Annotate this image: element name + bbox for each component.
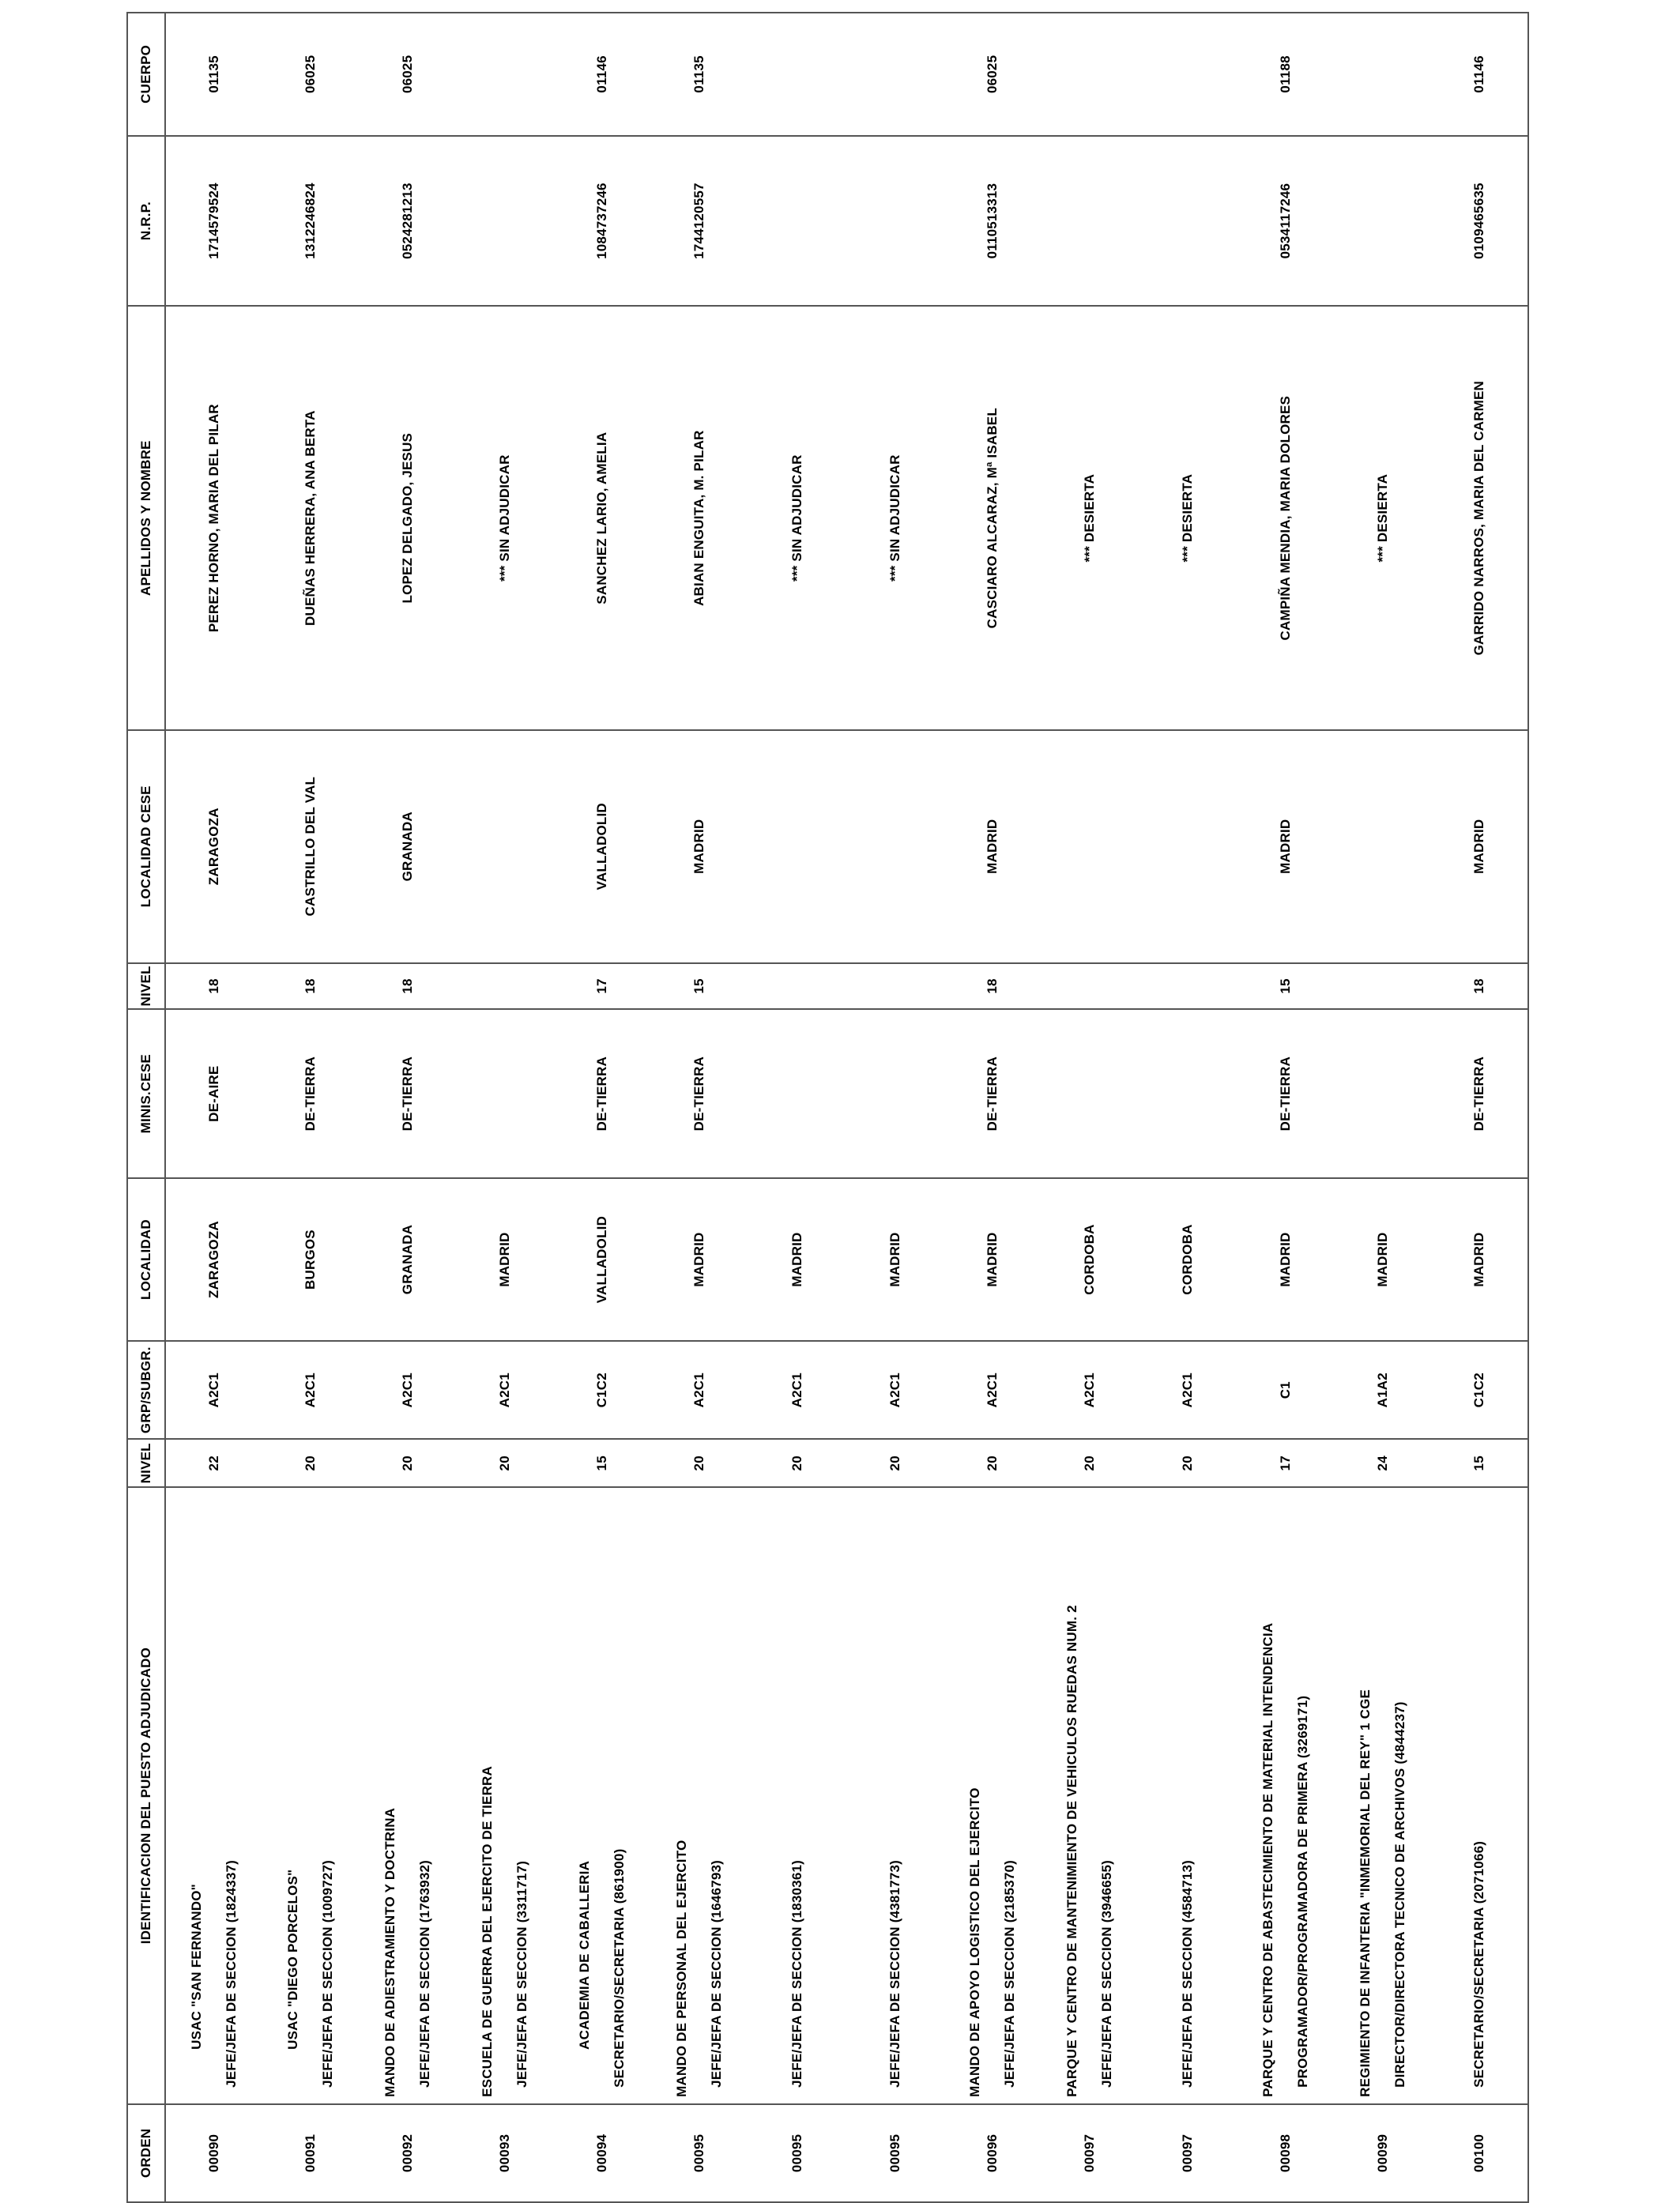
nivel-cell: 20 xyxy=(651,1439,748,1487)
col-localidad: LOCALIDAD xyxy=(127,1178,165,1341)
nivel-cese-cell xyxy=(457,963,554,1010)
puesto-text: JEFE/JEFA DE SECCION (2185370) xyxy=(1002,1860,1018,2088)
table-row xyxy=(165,13,262,2202)
cuerpo-cell xyxy=(846,13,944,136)
minis-cese-cell: DE-TIERRA xyxy=(651,1009,748,1178)
col-minis-cese: MINIS.CESE xyxy=(127,1009,165,1178)
apellidos-nombre-cell: *** DESIERTA xyxy=(1334,306,1431,730)
cuerpo-cell: 06025 xyxy=(262,13,360,136)
nivel-cell: 20 xyxy=(748,1439,846,1487)
orden-cell: 00097 xyxy=(1042,2104,1139,2202)
grp-cell: C1 xyxy=(1237,1341,1334,1439)
nrp-cell xyxy=(1139,136,1237,307)
identificacion-cell xyxy=(651,1487,748,2104)
localidad-cese-cell: CASTRILLO DEL VAL xyxy=(262,730,360,963)
nivel-cell: 20 xyxy=(457,1439,554,1487)
localidad-cell: VALLADOLID xyxy=(554,1178,651,1341)
col-grp: GRP/SUBGR. xyxy=(127,1341,165,1439)
localidad-cese-cell: MADRID xyxy=(1237,730,1334,963)
puesto-text: JEFE/JEFA DE SECCION (1009727) xyxy=(320,1860,336,2088)
cuerpo-cell: 01135 xyxy=(165,13,262,136)
nrp-cell: 0534117246 xyxy=(1237,136,1334,307)
minis-cese-cell: DE-TIERRA xyxy=(1431,1009,1528,1178)
grp-cell: A1A2 xyxy=(1334,1341,1431,1439)
apellidos-nombre-cell: GARRIDO NARROS, MARIA DEL CARMEN xyxy=(1431,306,1528,730)
localidad-cese-cell: MADRID xyxy=(651,730,748,963)
nivel-cell: 20 xyxy=(846,1439,944,1487)
nivel-cell: 20 xyxy=(1139,1439,1237,1487)
orden-cell: 00098 xyxy=(1237,2104,1334,2202)
localidad-cell: BURGOS xyxy=(262,1178,360,1341)
rotated-page xyxy=(126,12,1529,2203)
localidad-cese-cell: VALLADOLID xyxy=(554,730,651,963)
col-nrp: N.R.P. xyxy=(127,136,165,307)
orden-cell: 00095 xyxy=(748,2104,846,2202)
puesto-text: JEFE/JEFA DE SECCION (4584713) xyxy=(1180,1860,1195,2088)
nrp-cell xyxy=(457,136,554,307)
apellidos-nombre-cell: *** DESIERTA xyxy=(1139,306,1237,730)
table-row xyxy=(1334,13,1431,2202)
orden-cell: 00094 xyxy=(554,2104,651,2202)
orden-cell: 00099 xyxy=(1334,2104,1431,2202)
identificacion-cell xyxy=(554,1487,651,2104)
cuerpo-cell xyxy=(1139,13,1237,136)
puesto-text: JEFE/JEFA DE SECCION (3311717) xyxy=(514,1860,530,2088)
grp-cell: C1C2 xyxy=(1431,1341,1528,1439)
localidad-cese-cell: ZARAGOZA xyxy=(165,730,262,963)
minis-cese-cell xyxy=(1139,1009,1237,1178)
localidad-cese-cell xyxy=(457,730,554,963)
minis-cese-cell xyxy=(457,1009,554,1178)
apellidos-nombre-cell: CASCIARO ALCARAZ, Mª ISABEL xyxy=(944,306,1042,730)
nivel-cell: 20 xyxy=(262,1439,360,1487)
grp-cell: A2C1 xyxy=(748,1341,846,1439)
unidad-text: MANDO DE PERSONAL DEL EJERCITO xyxy=(674,1840,690,2097)
localidad-cell: MADRID xyxy=(1237,1178,1334,1341)
grp-cell: A2C1 xyxy=(165,1341,262,1439)
identificacion-cell xyxy=(1042,1487,1139,2104)
grp-cell: A2C1 xyxy=(651,1341,748,1439)
localidad-cell: MADRID xyxy=(748,1178,846,1341)
apellidos-nombre-cell: PEREZ HORNO, MARIA DEL PILAR xyxy=(165,306,262,730)
orden-cell: 00097 xyxy=(1139,2104,1237,2202)
adjudicaciones-table xyxy=(126,12,1529,2203)
puesto-text: JEFE/JEFA DE SECCION (1830361) xyxy=(789,1860,804,2088)
grp-cell: A2C1 xyxy=(944,1341,1042,1439)
nivel-cese-cell xyxy=(1139,963,1237,1010)
cuerpo-cell: 01135 xyxy=(651,13,748,136)
unidad-text: ACADEMIA DE CABALLERIA xyxy=(577,1860,593,2050)
localidad-cese-cell xyxy=(1042,730,1139,963)
table-row xyxy=(651,13,748,2202)
apellidos-nombre-cell: ABIAN ENGUITA, M. PILAR xyxy=(651,306,748,730)
nrp-cell: 0524281213 xyxy=(360,136,457,307)
unidad-text: PARQUE Y CENTRO DE ABASTECIMIENTO DE MATERIAL INTENDENCIA xyxy=(1260,1622,1275,2097)
cuerpo-cell: 06025 xyxy=(944,13,1042,136)
table-row xyxy=(457,13,554,2202)
minis-cese-cell: DE-TIERRA xyxy=(944,1009,1042,1178)
unidad-text: MANDO DE APOYO LOGISTICO DEL EJERCITO xyxy=(967,1787,983,2097)
minis-cese-cell: DE-AIRE xyxy=(165,1009,262,1178)
localidad-cese-cell xyxy=(1334,730,1431,963)
grp-cell: A2C1 xyxy=(457,1341,554,1439)
nivel-cell: 20 xyxy=(1042,1439,1139,1487)
cuerpo-cell xyxy=(1334,13,1431,136)
apellidos-nombre-cell: *** SIN ADJUDICAR xyxy=(457,306,554,730)
nrp-cell: 1744120557 xyxy=(651,136,748,307)
localidad-cell: ZARAGOZA xyxy=(165,1178,262,1341)
identificacion-cell xyxy=(748,1487,846,2104)
minis-cese-cell xyxy=(1334,1009,1431,1178)
puesto-text: SECRETARIO/SECRETARIA (861900) xyxy=(612,1848,627,2088)
orden-cell: 00096 xyxy=(944,2104,1042,2202)
unidad-text: USAC "SAN FERNANDO" xyxy=(188,1884,204,2050)
nivel-cese-cell xyxy=(1042,963,1139,1010)
nivel-cese-cell: 18 xyxy=(165,963,262,1010)
puesto-text: JEFE/JEFA DE SECCION (1763932) xyxy=(417,1860,433,2088)
identificacion-cell xyxy=(1431,1487,1528,2104)
table-row xyxy=(1042,13,1139,2202)
apellidos-nombre-cell: LOPEZ DELGADO, JESUS xyxy=(360,306,457,730)
orden-cell: 00095 xyxy=(651,2104,748,2202)
localidad-cese-cell: MADRID xyxy=(944,730,1042,963)
localidad-cell: MADRID xyxy=(457,1178,554,1341)
table-row xyxy=(1139,13,1237,2202)
apellidos-nombre-cell: DUEÑAS HERRERA, ANA BERTA xyxy=(262,306,360,730)
unidad-text: USAC "DIEGO PORCELOS" xyxy=(285,1869,301,2050)
localidad-cese-cell xyxy=(748,730,846,963)
cuerpo-cell xyxy=(457,13,554,136)
nivel-cell: 15 xyxy=(554,1439,651,1487)
nrp-cell: 1312246824 xyxy=(262,136,360,307)
col-nivel: NIVEL xyxy=(127,1439,165,1487)
minis-cese-cell xyxy=(748,1009,846,1178)
localidad-cell: GRANADA xyxy=(360,1178,457,1341)
identificacion-cell xyxy=(1139,1487,1237,2104)
nivel-cese-cell: 17 xyxy=(554,963,651,1010)
nivel-cese-cell xyxy=(748,963,846,1010)
minis-cese-cell: DE-TIERRA xyxy=(554,1009,651,1178)
nivel-cell: 17 xyxy=(1237,1439,1334,1487)
apellidos-nombre-cell: *** SIN ADJUDICAR xyxy=(846,306,944,730)
nivel-cell: 15 xyxy=(1431,1439,1528,1487)
nivel-cese-cell: 18 xyxy=(944,963,1042,1010)
table-row xyxy=(1237,13,1334,2202)
grp-cell: A2C1 xyxy=(1139,1341,1237,1439)
col-identificacion: IDENTIFICACION DEL PUESTO ADJUDICADO xyxy=(127,1487,165,2104)
table-row xyxy=(846,13,944,2202)
nrp-cell xyxy=(1334,136,1431,307)
apellidos-nombre-cell: CAMPIÑA MENDIA, MARIA DOLORES xyxy=(1237,306,1334,730)
nrp-cell: 1084737246 xyxy=(554,136,651,307)
grp-cell: A2C1 xyxy=(846,1341,944,1439)
localidad-cell: MADRID xyxy=(846,1178,944,1341)
cuerpo-cell xyxy=(1042,13,1139,136)
minis-cese-cell: DE-TIERRA xyxy=(262,1009,360,1178)
col-localidad-cese: LOCALIDAD CESE xyxy=(127,730,165,963)
apellidos-nombre-cell: SANCHEZ LARIO, AMELIA xyxy=(554,306,651,730)
table-row xyxy=(262,13,360,2202)
localidad-cell: MADRID xyxy=(651,1178,748,1341)
identificacion-cell xyxy=(360,1487,457,2104)
apellidos-nombre-cell: *** DESIERTA xyxy=(1042,306,1139,730)
identificacion-cell xyxy=(457,1487,554,2104)
grp-cell: A2C1 xyxy=(360,1341,457,1439)
grp-cell: A2C1 xyxy=(262,1341,360,1439)
unidad-text: REGIMIENTO DE INFANTERIA "INMEMORIAL DEL REY" 1 CGE xyxy=(1357,1689,1373,2097)
identificacion-cell xyxy=(1237,1487,1334,2104)
nrp-cell xyxy=(846,136,944,307)
table-row xyxy=(748,13,846,2202)
orden-cell: 00100 xyxy=(1431,2104,1528,2202)
puesto-text: JEFE/JEFA DE SECCION (1824337) xyxy=(223,1860,239,2088)
identificacion-cell xyxy=(165,1487,262,2104)
header-row xyxy=(127,13,165,2202)
orden-cell: 00090 xyxy=(165,2104,262,2202)
cuerpo-cell xyxy=(748,13,846,136)
nrp-cell: 1714579524 xyxy=(165,136,262,307)
unidad-text: MANDO DE ADIESTRAMIENTO Y DOCTRINA xyxy=(382,1807,398,2097)
localidad-cese-cell: MADRID xyxy=(1431,730,1528,963)
puesto-text: JEFE/JEFA DE SECCION (4381773) xyxy=(887,1860,902,2088)
nivel-cell: 20 xyxy=(360,1439,457,1487)
nivel-cell: 20 xyxy=(944,1439,1042,1487)
nivel-cese-cell xyxy=(1334,963,1431,1010)
nivel-cese-cell: 18 xyxy=(360,963,457,1010)
nivel-cese-cell: 18 xyxy=(262,963,360,1010)
minis-cese-cell: DE-TIERRA xyxy=(360,1009,457,1178)
cuerpo-cell: 01146 xyxy=(1431,13,1528,136)
cuerpo-cell: 01188 xyxy=(1237,13,1334,136)
puesto-text: JEFE/JEFA DE SECCION (3946655) xyxy=(1099,1860,1115,2088)
nrp-cell: 0110513313 xyxy=(944,136,1042,307)
table-body xyxy=(165,13,1528,2202)
localidad-cese-cell xyxy=(846,730,944,963)
nrp-cell xyxy=(1042,136,1139,307)
localidad-cell: CORDOBA xyxy=(1139,1178,1237,1341)
identificacion-cell xyxy=(846,1487,944,2104)
col-nivel-cese: NIVEL xyxy=(127,963,165,1010)
table-row xyxy=(944,13,1042,2202)
identificacion-cell xyxy=(944,1487,1042,2104)
apellidos-nombre-cell: *** SIN ADJUDICAR xyxy=(748,306,846,730)
minis-cese-cell xyxy=(1042,1009,1139,1178)
localidad-cell: MADRID xyxy=(1334,1178,1431,1341)
puesto-text: SECRETARIO/SECRETARIA (2071066) xyxy=(1471,1840,1486,2088)
puesto-text: JEFE/JEFA DE SECCION (1646793) xyxy=(709,1860,725,2088)
table-row xyxy=(1431,13,1528,2202)
localidad-cell: CORDOBA xyxy=(1042,1178,1139,1341)
nrp-cell: 0109465635 xyxy=(1431,136,1528,307)
localidad-cell: MADRID xyxy=(944,1178,1042,1341)
cuerpo-cell: 01146 xyxy=(554,13,651,136)
unidad-text: ESCUELA DE GUERRA DEL EJERCITO DE TIERRA xyxy=(480,1765,495,2097)
unidad-text: PARQUE Y CENTRO DE MANTENIMIENTO DE VEHICULOS RUEDAS NUM. 2 xyxy=(1064,1605,1080,2097)
minis-cese-cell xyxy=(846,1009,944,1178)
table-row xyxy=(360,13,457,2202)
col-orden: ORDEN xyxy=(127,2104,165,2202)
nivel-cell: 22 xyxy=(165,1439,262,1487)
localidad-cell: MADRID xyxy=(1431,1178,1528,1341)
localidad-cese-cell xyxy=(1139,730,1237,963)
minis-cese-cell: DE-TIERRA xyxy=(1237,1009,1334,1178)
localidad-cese-cell: GRANADA xyxy=(360,730,457,963)
puesto-text: PROGRAMADOR/PROGRAMADORA DE PRIMERA (3269171) xyxy=(1294,1695,1310,2088)
identificacion-cell xyxy=(1334,1487,1431,2104)
orden-cell: 00093 xyxy=(457,2104,554,2202)
nrp-cell xyxy=(748,136,846,307)
nivel-cell: 24 xyxy=(1334,1439,1431,1487)
puesto-text: DIRECTOR/DIRECTORA TECNICO DE ARCHIVOS (4844237) xyxy=(1392,1701,1407,2088)
nivel-cese-cell: 18 xyxy=(1431,963,1528,1010)
grp-cell: C1C2 xyxy=(554,1341,651,1439)
orden-cell: 00092 xyxy=(360,2104,457,2202)
cuerpo-cell: 06025 xyxy=(360,13,457,136)
orden-cell: 00095 xyxy=(846,2104,944,2202)
identificacion-cell xyxy=(262,1487,360,2104)
grp-cell: A2C1 xyxy=(1042,1341,1139,1439)
orden-cell: 00091 xyxy=(262,2104,360,2202)
col-cuerpo: CUERPO xyxy=(127,13,165,136)
col-apellidos: APELLIDOS Y NOMBRE xyxy=(127,306,165,730)
nivel-cese-cell: 15 xyxy=(1237,963,1334,1010)
nivel-cese-cell: 15 xyxy=(651,963,748,1010)
nivel-cese-cell xyxy=(846,963,944,1010)
table-row xyxy=(554,13,651,2202)
